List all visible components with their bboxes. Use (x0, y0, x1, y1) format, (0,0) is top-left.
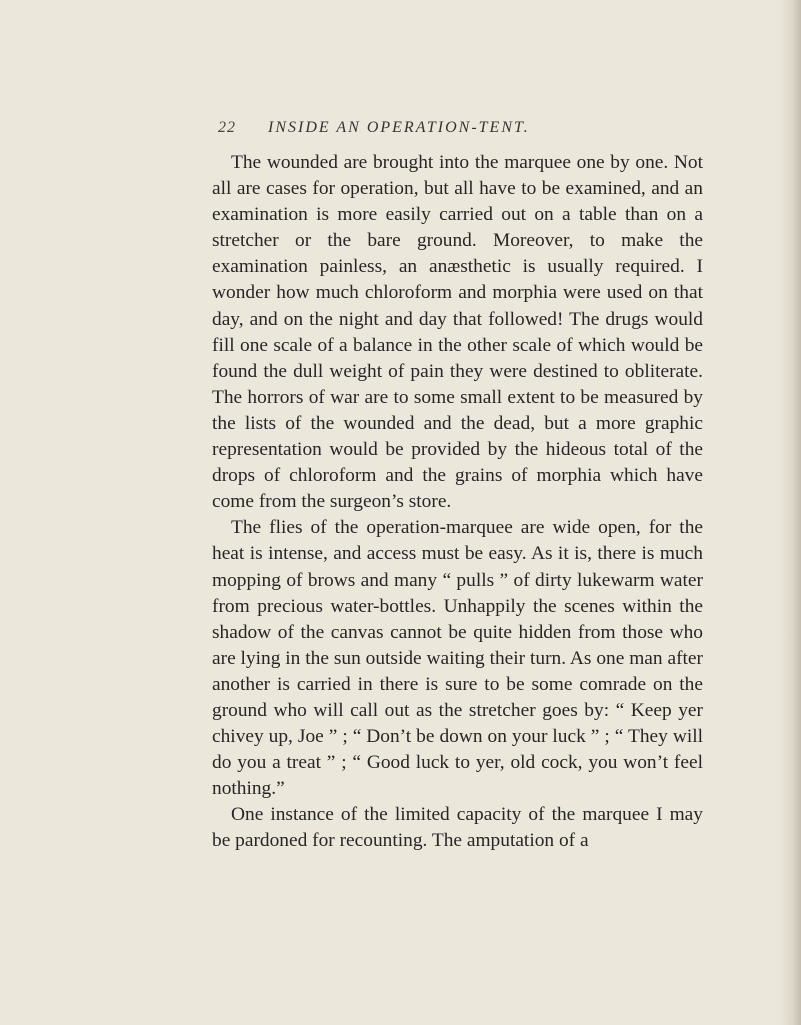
page-edge-shadow (779, 0, 801, 1025)
running-head (0, 119, 801, 143)
paragraph-2: The flies of the operation-marquee are wide open, for the heat is intense, and access must be easy. As it is, there is much mopping of brows and many “ pulls ” of dirty lukewarm water from precious water-bottles. Unhappily the scenes within the shadow of the canvas cannot be quite hidden from those who are lying in the sun outside waiting their turn. As one man after another is carried in there is sure to be some comrade on the ground who will call out as the stretcher goes by: “ Keep yer chivey up, Joe ” ; “ Don’t be down on your luck ” ; “ They will do you a treat ” ; “ Good luck to yer, old cock, you won’t feel nothing.” (212, 517, 703, 800)
body-text (212, 150, 703, 855)
paragraph-1: The wounded are brought into the marquee one by one. Not all are cases for operation, but all have to be examined, and an examination is more easily carried out on a table than on a stretcher or the bare ground. Moreover, to make the examination painless, an anæsthetic is usually required. I wonder how much chloroform and morphia were used on that day, and on the night and day that followed! The drugs would fill one scale of a balance in the other scale of which would be found the dull weight of pain they were destined to obliterate. The horrors of war are to some small extent to be measured by the lists of the wounded and the dead, but a more graphic representation would be provided by the hideous total of the drops of chloroform and the grains of morphia which have come from the surgeon’s store. (212, 152, 703, 513)
running-title: INSIDE AN OPERATION-TENT. (268, 119, 530, 136)
paragraph-3: One instance of the limited capacity of the marquee I may be pardoned for recounting. The amputation of a (212, 804, 703, 852)
page-number: 22 (218, 119, 236, 136)
